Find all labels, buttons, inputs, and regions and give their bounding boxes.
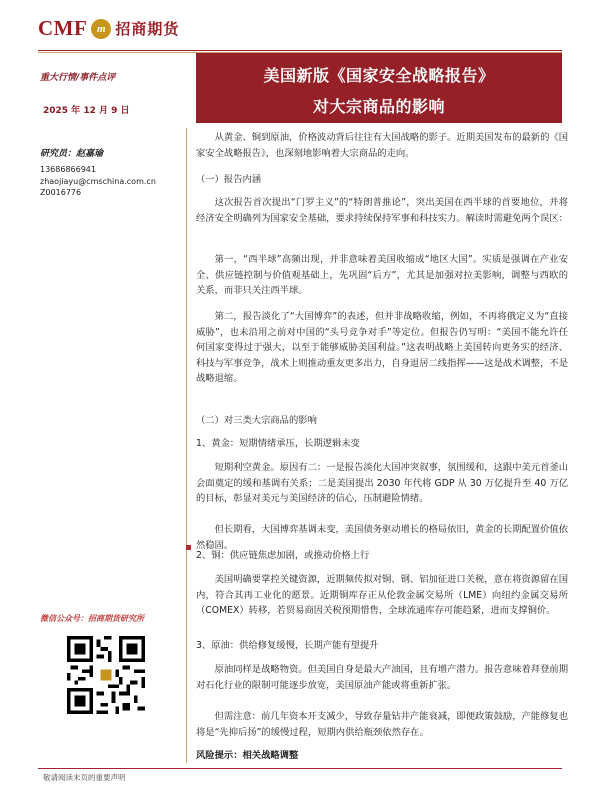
paragraph-point-2: 第二，报告淡化了“大国博弈”的表述，但并非战略收缩，例如，不再将俄定义为“直接威胁”，也未沿用之前对中国的“头号竞争对手”等定位。但报告仍写明：“美国不能允许任何国家变得过于强大，以至于能够威胁美国利益。”这表明战略上美国转向更务实的经济、科技与军事竞争，战术上则推动重友更多出力，自身退居二线指挥——这是战术调整，不是战略退缩。	[196, 311, 568, 384]
researcher-contact	[40, 164, 185, 199]
subheading-oil: 3、原油：供给修复缓慢，长期产能有望提升	[196, 640, 379, 651]
report-category: 重大行情/事件点评	[40, 73, 116, 83]
paragraph-report-content: 这次报告首次提出“门罗主义”的“特朗普推论”，突出美国在西半球的首要地位，并将经济安全明确列为国家安全基础，要求持续保持军事和科技实力。解读时需避免两个误区：	[196, 197, 568, 224]
logo-text-cn: 招商期货	[115, 20, 180, 38]
footer-disclaimer[interactable]: 敬请阅读末页的重要声明	[43, 773, 126, 782]
header-rule	[38, 50, 562, 51]
logo-badge-icon: m	[91, 19, 111, 39]
paragraph-oil-1: 原油同样是战略物资。但美国自身是最大产油国，且有增产潜力。报告意味着拜登前期对石化行业的限制可能逐步放宽，美国原油产能或将重新扩张。	[196, 664, 568, 691]
wechat-label: 微信公众号：招商期货研究所	[40, 614, 144, 623]
title-line-1: 美国新版《国家安全战略报告》	[263, 66, 495, 85]
title-line-2: 对大宗商品的影响	[312, 97, 445, 116]
report-date: 2025 年 12 月 9 日	[43, 106, 130, 116]
researcher-name: 研究员：赵嘉瑜	[40, 149, 104, 159]
researcher-email[interactable]: zhaojiayu@cmschina.com.cn	[40, 176, 156, 186]
section-marker-icon	[186, 545, 191, 550]
intro-paragraph: 从黄金、铜到原油，价格波动背后往往有大国战略的影子。近期美国发布的最新的《国家安全战略报告》，也深刻地影响着大宗商品的走向。	[196, 132, 568, 159]
section-heading-2: （二）对三类大宗商品的影响	[196, 415, 317, 426]
paragraph-gold-short: 短期利空黄金。原因有二：一是报告淡化大国冲突叙事，氛围缓和，这跟中美元首釜山会面奠定的缓和基调有关系；二是美国提出 2030 年代将 GDP 从 30 万亿提升至 40 万亿的目标，彰显对美元与美国经济的信心，压制避险情绪。	[196, 462, 568, 504]
researcher-phone: 13686866941	[40, 165, 96, 174]
qr-code-icon	[67, 636, 145, 714]
company-logo	[38, 16, 179, 41]
paragraph-oil-2: 但需注意：前几年资本开支减少，导致存量钻井产能衰减，即便政策鼓励，产能修复也将是“先抑后扬”的缓慢过程，短期内供给瓶颈依然存在。	[196, 711, 568, 738]
column-divider	[186, 128, 187, 763]
paragraph-point-1: 第一，“西半球”高频出现，并非意味着美国收缩成“地区大国”。实质是强调在产业安全、供应链控制与价值观基础上，先巩固“后方”，尤其是加强对拉美影响，调整与西欧的关系，而非只关注西半球。	[196, 254, 568, 296]
paragraph-gold-long: 但长期看，大国博弈基调未变，美国债务驱动增长的格局依旧，黄金的长期配置价值依然稳固。	[196, 524, 568, 551]
title-banner	[196, 53, 562, 123]
footer-rule	[38, 768, 562, 769]
researcher-cert: Z0016776	[40, 188, 82, 197]
paragraph-copper: 美国明确要掌控关键资源，近期频传拟对铜、钢、铝加征进口关税，意在将资源留在国内，符合其再工业化的愿景。近期铜库存正从伦敦金属交易所（LME）向纽约金属交易所（COMEX）转移，若贸易商因关税预期惜售，全球流通库存可能趋紧，进而支撑铜价。	[196, 574, 568, 616]
risk-warning: 风险提示：相关战略调整	[196, 750, 299, 761]
subheading-copper: 2、铜：供应链焦虑加剧，或推动价格上行	[196, 550, 370, 561]
section-heading-1: （一）报告内涵	[196, 174, 262, 185]
logo-text-en: CMF	[38, 16, 88, 40]
subheading-gold: 1、黄金：短期情绪承压，长期逻辑未变	[196, 438, 360, 449]
